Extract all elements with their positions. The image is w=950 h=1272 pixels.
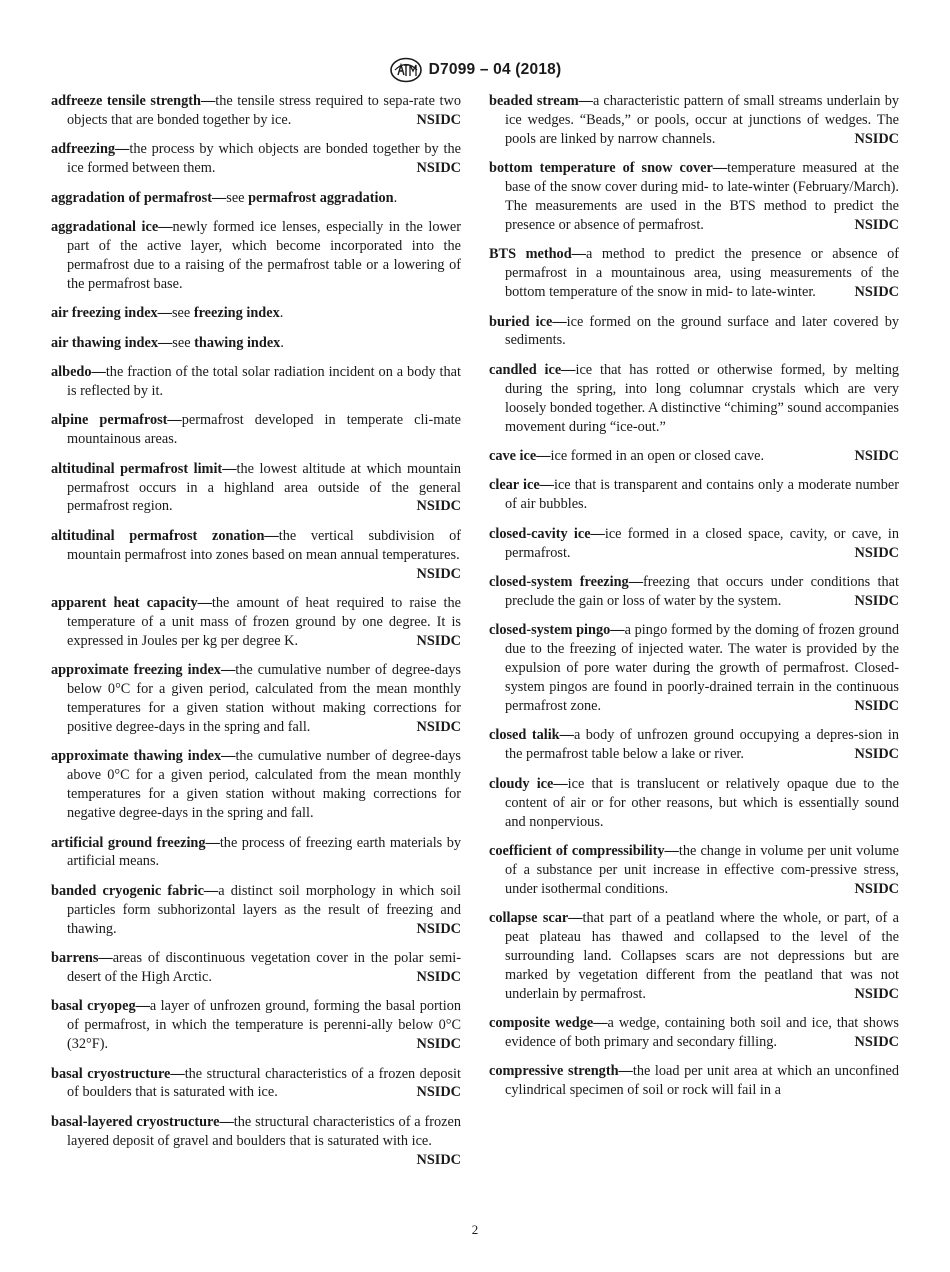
entry-definition: permafrost developed in temperate cli-mate mountainous areas. — [67, 412, 461, 448]
entry-term: alpine permafrost— — [51, 412, 182, 429]
glossary-entry — [51, 661, 461, 737]
entry-term: cloudy ice— — [489, 775, 568, 792]
entry-term: albedo— — [51, 363, 106, 380]
entry-source: NSIDC — [416, 1036, 461, 1053]
glossary-entry — [51, 1065, 461, 1103]
glossary-entry — [51, 189, 461, 208]
glossary-entry — [51, 92, 461, 130]
glossary-entry — [489, 447, 899, 466]
entry-term: BTS method— — [489, 246, 586, 263]
entry-definition: the process of freezing earth materials by artificial means. — [67, 834, 461, 870]
entry-definition: areas of discontinuous vegetation cover in the polar semi-desert of the High Arctic. — [67, 950, 461, 985]
glossary-entry — [51, 140, 461, 178]
glossary-entry — [489, 1062, 899, 1100]
entry-definition: the structural characteristics of a frozen deposit of boulders that is saturated with ice. — [67, 1065, 461, 1101]
entry-definition: see — [226, 189, 249, 206]
page-header — [0, 55, 950, 85]
entry-source: NSIDC — [416, 718, 461, 735]
glossary-entry — [489, 476, 899, 514]
entry-definition: freezing that occurs under conditions that preclude the gain or loss of water by the system. — [505, 574, 899, 609]
glossary-entry — [51, 997, 461, 1054]
entry-term: basal cryopeg— — [51, 998, 150, 1015]
glossary-entry — [489, 909, 899, 1004]
entry-source: NSIDC — [854, 130, 899, 147]
glossary-entry — [489, 573, 899, 611]
glossary-entry — [489, 245, 899, 302]
glossary-entry — [51, 834, 461, 872]
entry-source: NSIDC — [416, 1151, 461, 1168]
entry-cross-reference: freezing index — [193, 305, 280, 322]
entry-term: cave ice— — [489, 448, 551, 464]
entry-term: adfreezing— — [51, 141, 130, 158]
entry-source: NSIDC — [854, 1034, 899, 1051]
entry-term: air thawing index— — [51, 334, 173, 351]
entry-punctuation: . — [279, 305, 284, 322]
entry-definition: a wedge, containing both soil and ice, that shows evidence of both primary and secondary filling. — [505, 1015, 899, 1051]
entry-source: NSIDC — [416, 632, 461, 649]
entry-definition: the load per unit area at which an unconfined cylindrical specimen of soil or rock will fail in a — [505, 1063, 899, 1099]
glossary-entry — [489, 842, 899, 899]
entry-term: artificial ground freezing— — [51, 834, 220, 851]
entry-definition: a characteristic pattern of small streams underlain by ice wedges. “Beads,” or pools, occur at junctions of wedges. The pools are linked by narrow channels. — [505, 93, 899, 147]
glossary-entry — [51, 1113, 461, 1170]
entry-definition: a layer of unfrozen ground, forming the basal portion of permafrost, in which the temperature is perenni-ally below 0°C (32°F). — [67, 998, 461, 1053]
glossary-entry — [489, 726, 899, 764]
entry-term: basal cryostructure— — [51, 1065, 185, 1082]
entry-definition: the change in volume per unit volume of a substance per unit increase in effective com-pressive stress, under isothermal conditions. — [505, 842, 900, 897]
entry-term: adfreeze tensile strength— — [51, 93, 216, 109]
entry-cross-reference: permafrost aggradation — [248, 189, 394, 206]
entry-term: altitudinal permafrost zonation— — [51, 527, 279, 544]
entry-source: NSIDC — [854, 448, 899, 464]
entry-definition: a method to predict the presence or absence of permafrost in a mountainous area, using measurements of the bottom temperature of the snow in mid- to late-winter. — [505, 246, 899, 301]
entry-source: NSIDC — [416, 111, 461, 128]
entry-source: NSIDC — [416, 160, 461, 177]
astm-logo-icon — [389, 57, 423, 83]
entry-definition: ice that is transparent and contains only a moderate number of air bubbles. — [505, 477, 899, 513]
left-column — [51, 92, 461, 1180]
entry-term: clear ice— — [489, 477, 554, 494]
entry-source: NSIDC — [854, 880, 899, 897]
entry-term: altitudinal permafrost limit— — [51, 460, 237, 477]
entry-definition: a distinct soil morphology in which soil particles form subhorizontal layers as the result of freezing and thawing. — [67, 882, 461, 937]
entry-source: NSIDC — [416, 498, 461, 515]
entry-definition: ice that is translucent or relatively opaque due to the content of air or for other reasons, but which is essentially sound and nonpervious. — [505, 775, 899, 830]
document-designation: D7099 – 04 (2018) — [428, 61, 562, 78]
entry-definition: temperature measured at the base of the snow cover during mid- to late-winter (February/March). The measurements are used in the BTS method to predict the presence or absence of permafrost. — [505, 160, 899, 233]
entry-source: NSIDC — [854, 592, 899, 609]
entry-term: closed-system freezing— — [489, 574, 644, 591]
entry-definition: see — [172, 334, 195, 351]
entry-definition: the vertical subdivision of mountain permafrost into zones based on mean annual temperatures. — [67, 527, 461, 563]
entry-source: NSIDC — [854, 697, 899, 714]
entry-source: NSIDC — [416, 920, 461, 937]
entry-definition: the cumulative number of degree-days above 0°C for a given period, calculated from the mean monthly temperatures for a given station without making corrections for negative degree-days in the spring and fall. — [67, 748, 461, 822]
entry-definition: ice that has rotted or otherwise formed, by melting during the spring, into long columnar crystals which are very loosely bonded together. A distinctive “chiming” sound accompanies movement during “ice-out.” — [505, 361, 899, 435]
entry-definition: the lowest altitude at which mountain permafrost occurs in a highland area outside of the general permafrost region. — [67, 460, 461, 515]
entry-definition: the fraction of the total solar radiation incident on a body that is reflected by it. — [67, 363, 461, 399]
glossary-entry — [51, 747, 461, 823]
entry-definition: the amount of heat required to raise the temperature of a unit mass of frozen ground by one degree. It is expressed in Joules per kg per degree K. — [67, 595, 461, 649]
entry-term: aggradational ice— — [51, 219, 173, 236]
entry-definition: ice formed in a closed space, cavity, or cave, in permafrost. — [505, 525, 899, 561]
glossary-entry — [489, 92, 899, 149]
entry-source: NSIDC — [854, 746, 899, 763]
entry-definition: the structural characteristics of a frozen layered deposit of gravel and boulders that is saturated with ice. — [67, 1113, 462, 1149]
entry-term: aggradation of permafrost— — [51, 189, 227, 206]
entry-term: apparent heat capacity— — [51, 595, 212, 612]
glossary-entry — [51, 218, 461, 294]
glossary-entry — [489, 775, 899, 832]
entry-term: barrens— — [51, 950, 113, 967]
glossary-entry — [489, 621, 899, 716]
entry-term: coefficient of compressibility— — [489, 842, 679, 859]
glossary-entry — [51, 527, 461, 584]
glossary-entry — [489, 361, 899, 437]
entry-punctuation: . — [393, 189, 398, 206]
entry-definition: ice formed on the ground surface and later covered by sediments. — [505, 313, 899, 349]
entry-definition: that part of a peatland where the whole, or part, of a peat plateau has thawed and collapsed to the level of the surrounding land. Collapses scars are not depressions but are marked by vegetation different from the peatland that was not underlain by permafrost. — [505, 910, 899, 1002]
entry-term: closed-system pingo— — [489, 622, 625, 639]
glossary-entry — [51, 363, 461, 401]
entry-term: bottom temperature of snow cover— — [489, 160, 728, 177]
entry-definition: see — [171, 305, 194, 322]
glossary-entry — [489, 159, 899, 235]
glossary-entry — [51, 304, 461, 323]
glossary-entry — [489, 525, 899, 563]
glossary-entry — [51, 949, 461, 987]
entry-term: closed talik— — [489, 727, 574, 744]
right-column — [489, 92, 899, 1111]
entry-term: approximate freezing index— — [51, 662, 236, 679]
entry-source: NSIDC — [416, 1084, 461, 1101]
entry-term: closed-cavity ice— — [489, 525, 605, 542]
entry-term: banded cryogenic fabric— — [51, 882, 219, 899]
entry-definition: the process by which objects are bonded together by the ice formed between them. — [67, 141, 461, 177]
entry-term: collapse scar— — [489, 910, 583, 927]
entry-punctuation: . — [280, 334, 284, 351]
glossary-entry — [51, 460, 461, 517]
entry-source: NSIDC — [416, 968, 461, 985]
glossary-entry — [51, 594, 461, 651]
entry-definition: the cumulative number of degree-days below 0°C for a given period, calculated from the mean monthly temperatures for a given station without making corrections for positive degree-days in the spring and fall. — [67, 662, 461, 735]
entry-source: NSIDC — [416, 565, 461, 582]
entry-definition: a body of unfrozen ground occupying a depres-sion in the permafrost table below a lake or river. — [505, 727, 899, 763]
entry-term: basal-layered cryostructure— — [51, 1113, 234, 1130]
entry-source: NSIDC — [854, 216, 899, 233]
entry-definition: a pingo formed by the doming of frozen ground due to the freezing of injected water. The water is provided by the expulsion of pore water during the growth of permafrost. Closed-system pingos are found in poorly-drained terrain in the continuous permafrost zone. — [505, 622, 899, 714]
entry-term: compressive strength— — [489, 1063, 633, 1080]
glossary-entry — [489, 1014, 899, 1052]
entry-definition: ice formed in an open or closed cave. — [550, 448, 765, 464]
glossary-entry — [51, 411, 461, 449]
entry-term: air freezing index— — [51, 305, 172, 322]
entry-cross-reference: thawing index — [194, 334, 281, 351]
entry-definition: newly formed ice lenses, especially in the lower part of the active layer, which become incorporated into the permafrost due to a raising of the permafrost table or a lowering of the permafrost base. — [67, 219, 461, 292]
entry-term: composite wedge— — [489, 1015, 608, 1032]
entry-source: NSIDC — [854, 985, 899, 1002]
entry-term: candled ice— — [489, 361, 576, 378]
entry-term: buried ice— — [489, 313, 567, 330]
glossary-entry — [51, 882, 461, 939]
entry-source: NSIDC — [854, 544, 899, 561]
glossary-entry — [51, 334, 461, 353]
glossary-entry — [489, 313, 899, 351]
entry-term: approximate thawing index— — [51, 748, 236, 765]
page-number: 2 — [471, 1222, 479, 1237]
entry-term: beaded stream— — [489, 93, 593, 109]
entry-definition: the tensile stress required to sepa-rate two objects that are bonded together by ice. — [67, 93, 461, 128]
entry-source: NSIDC — [854, 284, 899, 301]
